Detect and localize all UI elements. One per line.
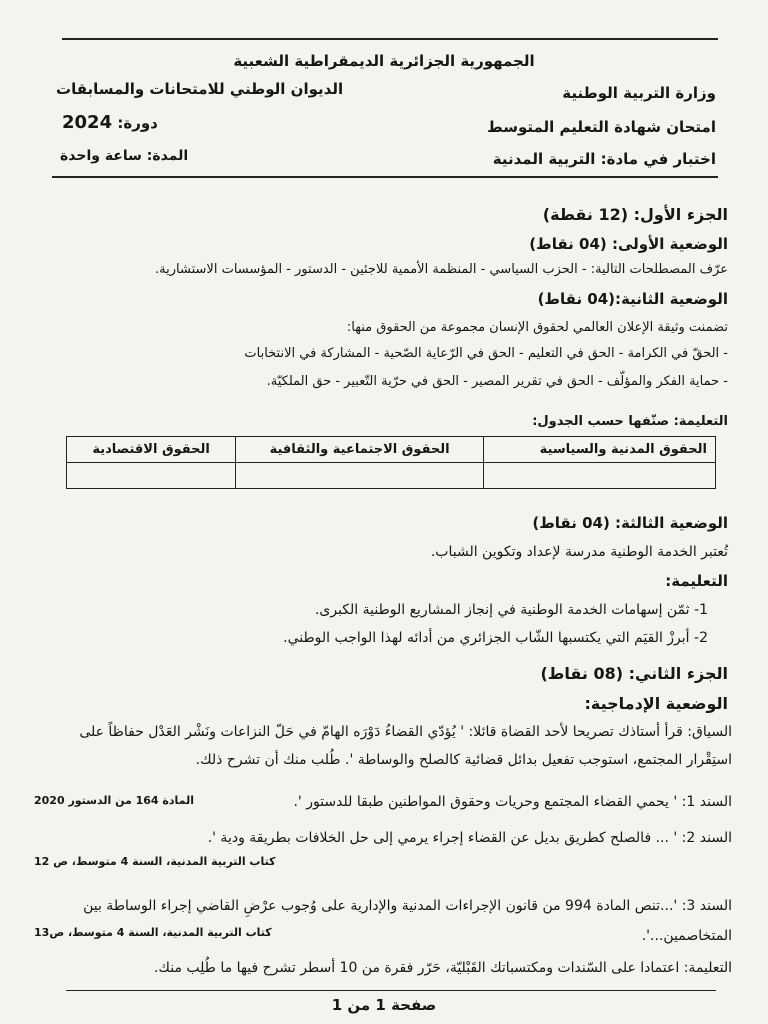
document3-reference: كتاب التربية المدنية، السنة 4 متوسط، ص13 <box>34 926 272 939</box>
subject-line: اختبار في مادة: التربية المدنية <box>492 150 716 168</box>
exam-title: امتحان شهادة التعليم المتوسط <box>487 118 716 136</box>
situation2-title: الوضعية الثانية:(04 نقاط) <box>537 290 728 308</box>
table-header-row <box>67 437 716 463</box>
office-name: الديوان الوطني للامتحانات والمسابقات <box>56 80 344 98</box>
situation2-intro: تضمنت وثيقة الإعلان العالمي لحقوق الإنسان مجموعة من الحقوق منها: <box>346 320 728 335</box>
document2: السند 2: ' ... فالصلح كطريق بديل عن القضاء إجراء يرمي إلى حل الخلافات بطريقة ودية '. <box>207 830 732 846</box>
table-header-civil: الحقوق المدنية والسياسية <box>484 437 716 463</box>
header-rule <box>52 176 718 178</box>
document1-reference: المادة 164 من الدستور 2020 <box>34 794 194 807</box>
table-cell-social <box>236 463 484 489</box>
situation3-title: الوضعية الثالثة: (04 نقاط) <box>532 514 728 532</box>
part2-instruction: التعليمة: اعتمادا على السّندات ومكتسباتك القَبْليّة، حَرّر فقرة من 10 أسطر تشرح فيها ما طُلِب منك. <box>153 960 732 976</box>
ministry-name: وزارة التربية الوطنية <box>562 84 716 102</box>
table-cell-civil <box>484 463 716 489</box>
situation2-instruction: التعليمة: صنّفها حسب الجدول: <box>532 414 728 429</box>
situation3-question2: 2- أبرزْ القيَم التي يكتسبها الشّاب الجزائري من أدائه لهذا الواجب الوطني. <box>283 630 708 646</box>
document1: السند 1: ' يحمي القضاء المجتمع وحريات وحقوق المواطنين طبقا للدستور '. <box>293 794 732 810</box>
situation3-instruction: التعليمة: <box>665 572 728 590</box>
situation3-question1: 1- ثمّن إسهامات الخدمة الوطنية في إنجاز المشاريع الوطنية الكبرى. <box>314 602 708 618</box>
context-line1: السياق: قرأ أستاذك تصريحا لأحد القضاة قائلا: ' يُؤدّي القضاءُ دَوْرَه الهامّ في حَلّ النزاعات ونَشْر العَدْل حفاظاً على <box>79 724 732 740</box>
document2-reference: كتاب التربية المدنية، السنة 4 متوسط، ص 12 <box>34 855 276 868</box>
duration: المدة: ساعة واحدة <box>60 148 189 164</box>
session-label: دورة: <box>117 114 158 132</box>
top-rule <box>62 38 718 40</box>
table-header-economic: الحقوق الاقتصادية <box>67 437 236 463</box>
page-number: صفحة 1 من 1 <box>331 996 437 1014</box>
republic-title: الجمهورية الجزائرية الديمقراطية الشعبية <box>233 52 535 70</box>
situation1-title: الوضعية الأولى: (04 نقاط) <box>529 235 728 253</box>
rights-list-line2: - حماية الفكر والمؤلّف - الحق في تقرير المصير - الحق في حرّية التّعبير - حق الملكيّة. <box>266 374 728 389</box>
document3-line2: المتخاصمين...'. <box>641 928 732 944</box>
context-line2: استِقْرار المجتمع، استوجب تفعيل بدائل قضائية كالصلح والوساطة '. طُلب منك أن تشرح ذلك. <box>195 752 732 768</box>
table-header-social: الحقوق الاجتماعية والثقافية <box>236 437 484 463</box>
situation3-text: تُعتبر الخدمة الوطنية مدرسة لإعداد وتكوين الشباب. <box>430 544 728 560</box>
table-cell-economic <box>67 463 236 489</box>
part2-title: الجزء الثاني: (08 نقاط) <box>540 664 728 683</box>
footer-rule <box>66 990 716 991</box>
rights-list-line1: - الحقّ في الكرامة - الحق في التعليم - الحق في الرّعاية الصّحية - المشاركة في الانتخابات <box>244 346 728 361</box>
session <box>62 112 158 133</box>
situation1-text: عرّف المصطلحات التالية: - الحزب السياسي - المنظمة الأممية للاجئين - الدستور - المؤسسات الاستشارية. <box>155 262 728 277</box>
part1-title: الجزء الأول: (12 نقطة) <box>542 205 728 224</box>
rights-table <box>66 436 716 489</box>
session-year: 2024 <box>62 112 113 133</box>
table-answer-row <box>67 463 716 489</box>
document3-line1: السند 3: '...تنص المادة 994 من قانون الإجراءات المدنية والإدارية على وُجوب عرْضِ القاضي إجراء الوساطة بين <box>83 898 732 914</box>
integration-title: الوضعية الإدماجية: <box>584 694 728 713</box>
